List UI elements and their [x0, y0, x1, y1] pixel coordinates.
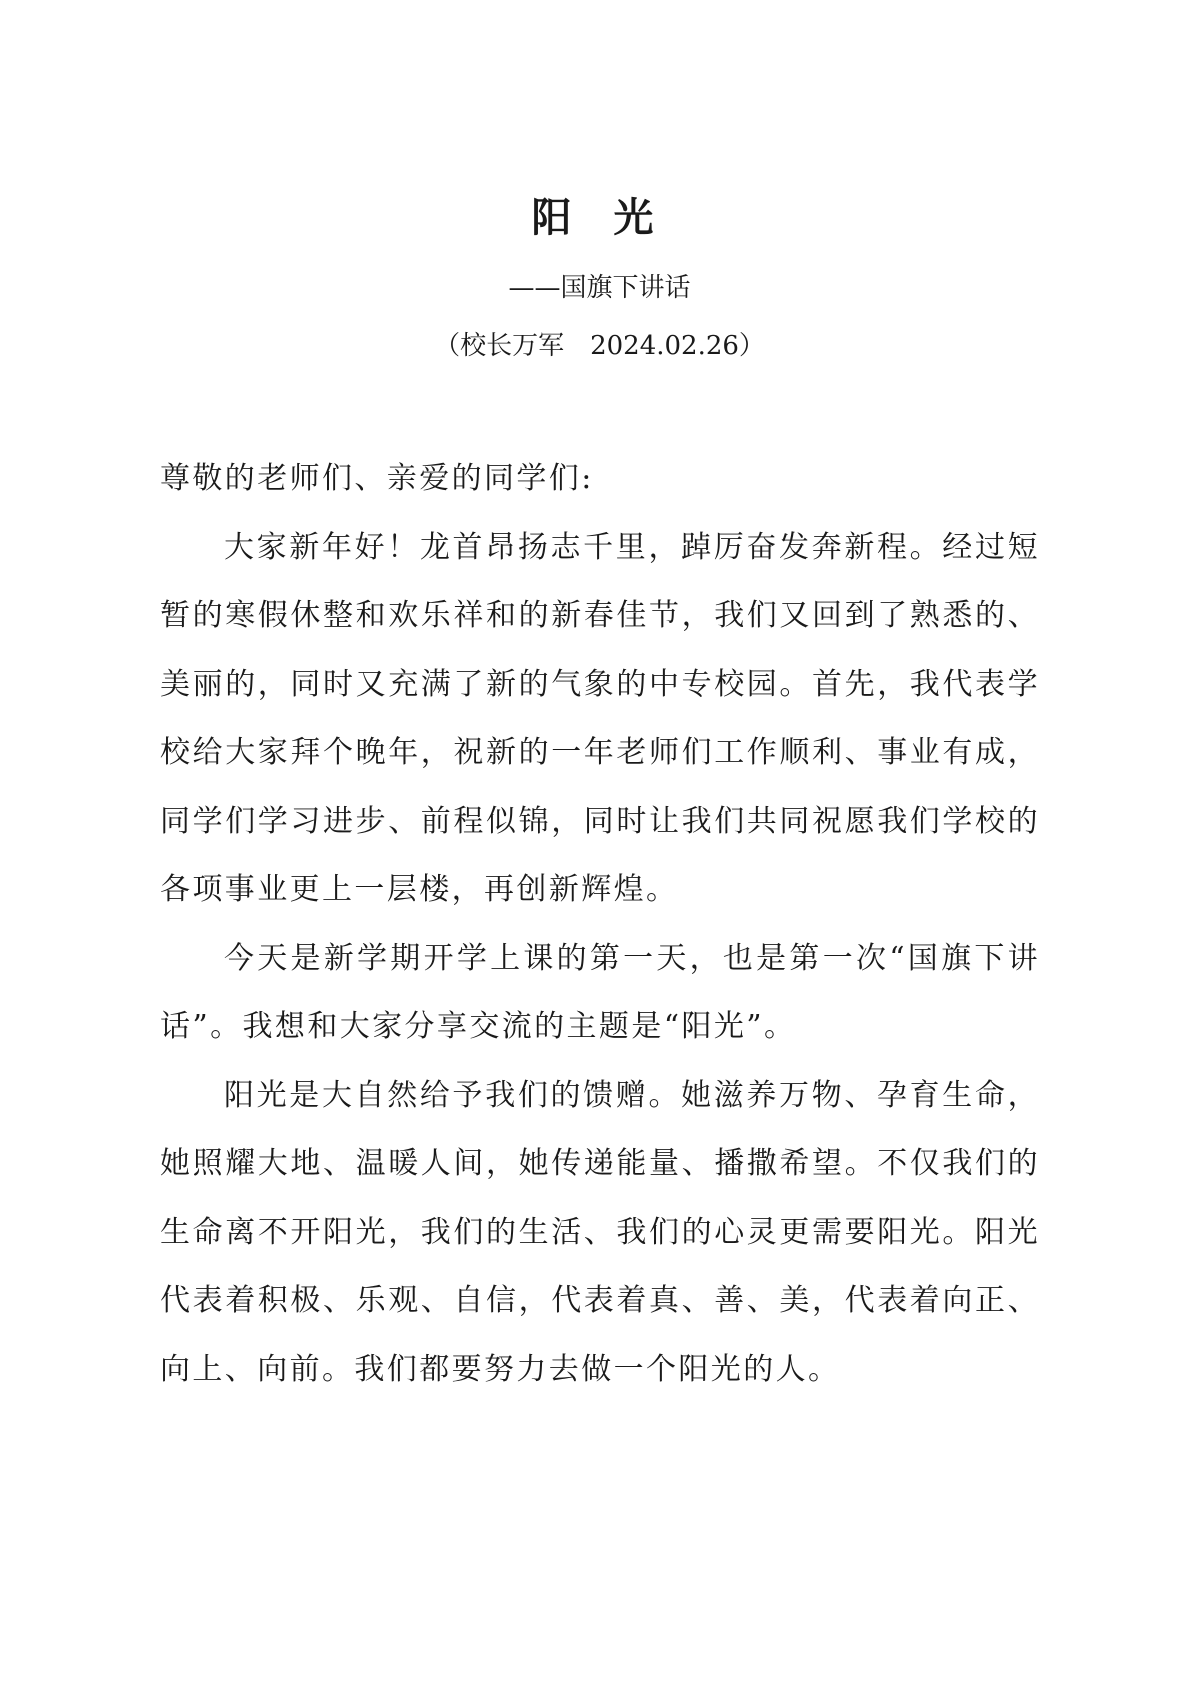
document-subtitle: ——国旗下讲话 [508, 273, 691, 303]
speech-body [160, 445, 1040, 1404]
paragraph-3: 阳光是大自然给予我们的馈赠。她滋养万物、孕育生命，她照耀大地、温暖人间，她传递能量、播撒希望。不仅我们的生命离不开阳光，我们的生活、我们的心灵更需要阳光。阳光代表着积极、乐观、自信，代表着真、善、美，代表着向正、向上、向前。我们都要努力去做一个阳光的人。 [160, 1077, 1040, 1387]
salutation: 尊敬的老师们、亲爱的同学们: [160, 461, 594, 496]
author-date-line: （校长万军 2024.02.26） [434, 331, 765, 361]
document-title: 阳 光 [531, 194, 668, 241]
paragraph-1: 大家新年好！龙首昂扬志千里，踔厉奋发奔新程。经过短暂的寒假休整和欢乐祥和的新春佳节，我们又回到了熟悉的、美丽的，同时又充满了新的气象的中专校园。首先，我代表学校给大家拜个晚年，祝新的一年老师们工作顺利、事业有成，同学们学习进步、前程似锦，同时让我们共同祝愿我们学校的各项事业更上一层楼，再创新辉煌。 [160, 529, 1040, 907]
paragraph-2: 今天是新学期开学上课的第一天，也是第一次“国旗下讲话”。我想和大家分享交流的主题是“阳光”。 [160, 940, 1040, 1044]
